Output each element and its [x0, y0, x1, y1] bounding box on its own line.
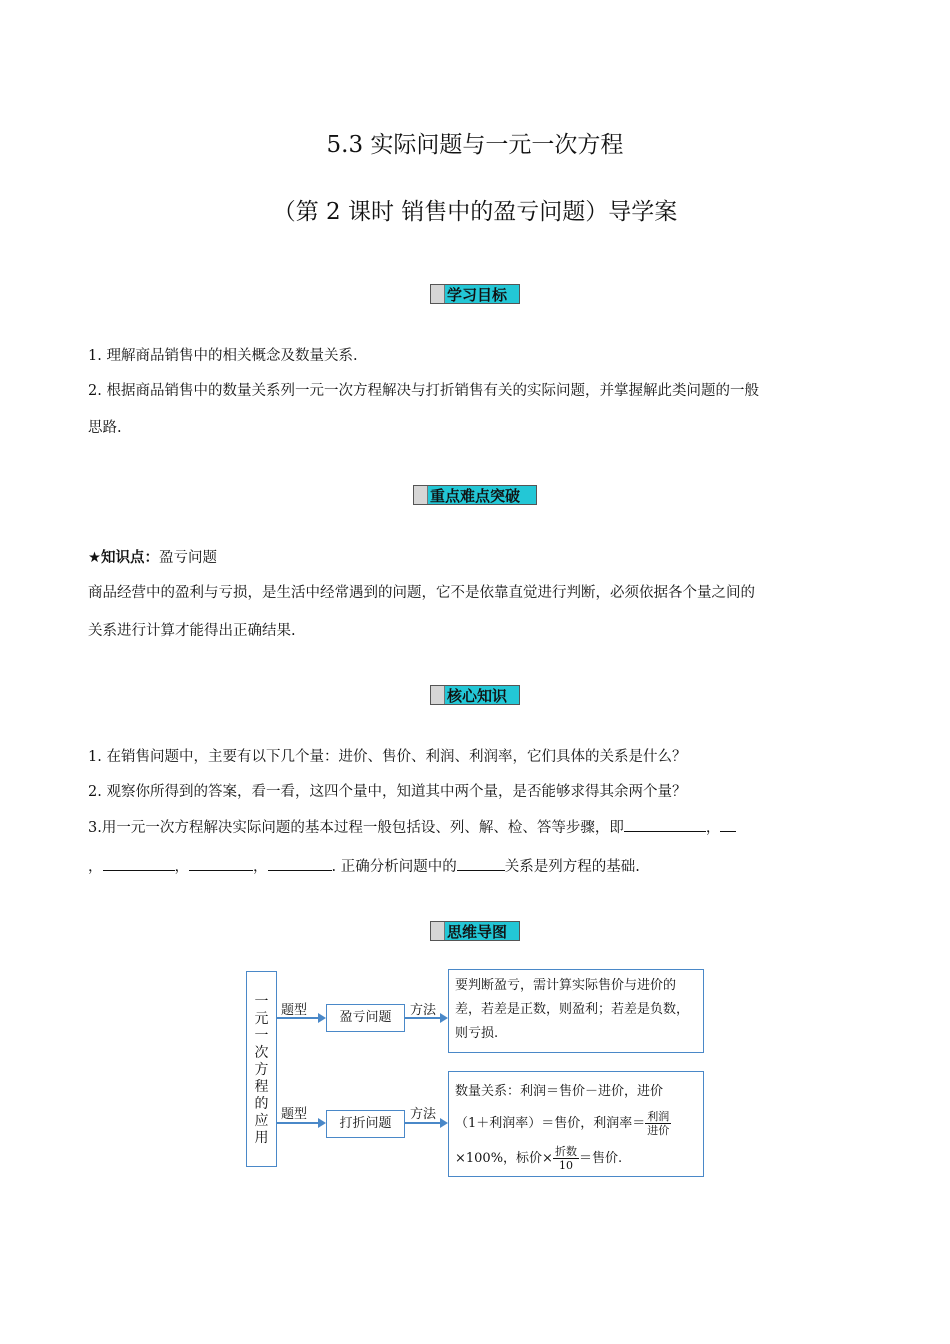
mindmap-node-discount: 打折问题 [326, 1110, 405, 1138]
desc-line-3-end: ＝售价. [578, 1151, 623, 1166]
section-header-mindmap [430, 921, 520, 941]
fill-blank[interactable] [268, 856, 332, 871]
core-question-3-text: 3.用一元一次方程解决实际问题的基本过程一般包括设、列、解、检、答等步骤，即 [88, 820, 624, 836]
comma: ， [88, 859, 103, 875]
fill-blank[interactable] [457, 856, 505, 871]
mindmap-desc-profit-loss: 要判断盈亏，需计算实际售价与进价的差，若差是正数，则盈利；若差是负数，则亏损. [448, 969, 704, 1053]
fill-blank[interactable] [103, 856, 175, 871]
mindmap-root-text [247, 994, 276, 1147]
arrow-line [277, 1122, 319, 1124]
branch-label-1: 题型 [281, 1003, 308, 1018]
title-line-2: （第 2 课时 销售中的盈亏问题）导学案 [272, 199, 678, 225]
section-marker [431, 922, 445, 940]
core-question-1: 1. 在销售问题中，主要有以下几个量：进价、售价、利润、利润率，它们具体的关系是什么？ [88, 749, 687, 765]
fill-blank[interactable] [624, 817, 706, 832]
arrow-line [405, 1122, 441, 1124]
mindmap-root [246, 971, 277, 1167]
mindmap-root-char: 一 [254, 994, 269, 1010]
mindmap-node-profit-loss: 盈亏问题 [326, 1004, 405, 1032]
section-header-goals [430, 284, 520, 304]
desc-line-1: 数量关系：利润＝售价－进价，进价 [455, 1084, 664, 1099]
mindmap-root-char: 方 [254, 1062, 269, 1078]
fill-blank[interactable] [189, 856, 253, 871]
desc-line-3 [455, 1142, 697, 1176]
fraction-numerator: 折数 [554, 1145, 577, 1158]
desc-line-3-text: ×100%，标价× [455, 1151, 553, 1166]
goal-item-2: 2. 根据商品销售中的数量关系列一元一次方程解决与打折销售有关的实际问题，并掌握解此类问题的一般 [88, 383, 759, 399]
arrow-head [318, 1013, 326, 1023]
section-marker [414, 486, 428, 504]
fraction-denominator: 进价 [647, 1124, 670, 1137]
arrow-head [318, 1118, 326, 1128]
comma: ， [253, 859, 268, 875]
knowledge-point [88, 546, 217, 567]
desc-line-2 [455, 1106, 697, 1142]
method-label-1: 方法 [410, 1003, 437, 1018]
fill-blank[interactable] [720, 817, 736, 832]
goal-item-1: 1. 理解商品销售中的相关概念及数量关系. [88, 348, 358, 364]
comma: ， [174, 859, 189, 875]
section-title: 思维导图 [447, 923, 508, 941]
comma: ， [705, 820, 721, 836]
mindmap-root-char: 应 [254, 1113, 269, 1129]
fraction-denominator: 10 [558, 1159, 573, 1172]
mindmap-root-char: 一 [254, 1028, 269, 1044]
mindmap-root-char: 次 [254, 1045, 269, 1061]
section-title: 学习目标 [447, 286, 508, 304]
arrow-head [440, 1013, 448, 1023]
mindmap-root-char: 用 [254, 1130, 269, 1146]
section-header-key [413, 485, 537, 505]
section-header-core [430, 685, 520, 705]
key-text-2: 关系进行计算才能得出正确结果. [88, 623, 296, 639]
core-question-3-tail: 关系是列方程的基础. [504, 859, 640, 875]
goal-item-2-cont: 思路. [88, 420, 122, 436]
section-title: 重点难点突破 [430, 487, 521, 505]
arrow-head [440, 1118, 448, 1128]
section-marker [431, 686, 445, 704]
fraction-discount [553, 1145, 579, 1172]
star-label: ★知识点： [88, 550, 159, 566]
mindmap-desc-discount [448, 1071, 704, 1177]
desc-line-2-text: （1＋利润率）＝售价，利润率＝ [455, 1116, 646, 1131]
core-question-3-cont [88, 855, 640, 876]
section-title: 核心知识 [447, 687, 508, 705]
key-text-1: 商品经营中的盈利与亏损，是生活中经常遇到的问题，它不是依靠直觉进行判断，必须依据各个量之间的 [88, 585, 755, 601]
mindmap-root-char: 程 [254, 1079, 269, 1095]
branch-label-2: 题型 [281, 1107, 308, 1122]
title-line-1: 5.3 实际问题与一元一次方程 [326, 132, 624, 158]
core-question-2: 2. 观察你所得到的答案，看一看，这四个量中，知道其中两个量，是否能够求得其余两个量？ [88, 784, 687, 800]
core-question-3 [88, 816, 736, 837]
mindmap-root-char: 的 [254, 1096, 269, 1112]
mindmap-root-char: 元 [254, 1011, 269, 1027]
fraction-numerator: 利润 [647, 1110, 670, 1123]
knowledge-topic: 盈亏问题 [159, 550, 217, 566]
fraction-profit-rate [645, 1110, 671, 1137]
core-question-3-end: . 正确分析问题中的 [331, 859, 457, 875]
section-marker [431, 285, 445, 303]
method-label-2: 方法 [410, 1107, 437, 1122]
